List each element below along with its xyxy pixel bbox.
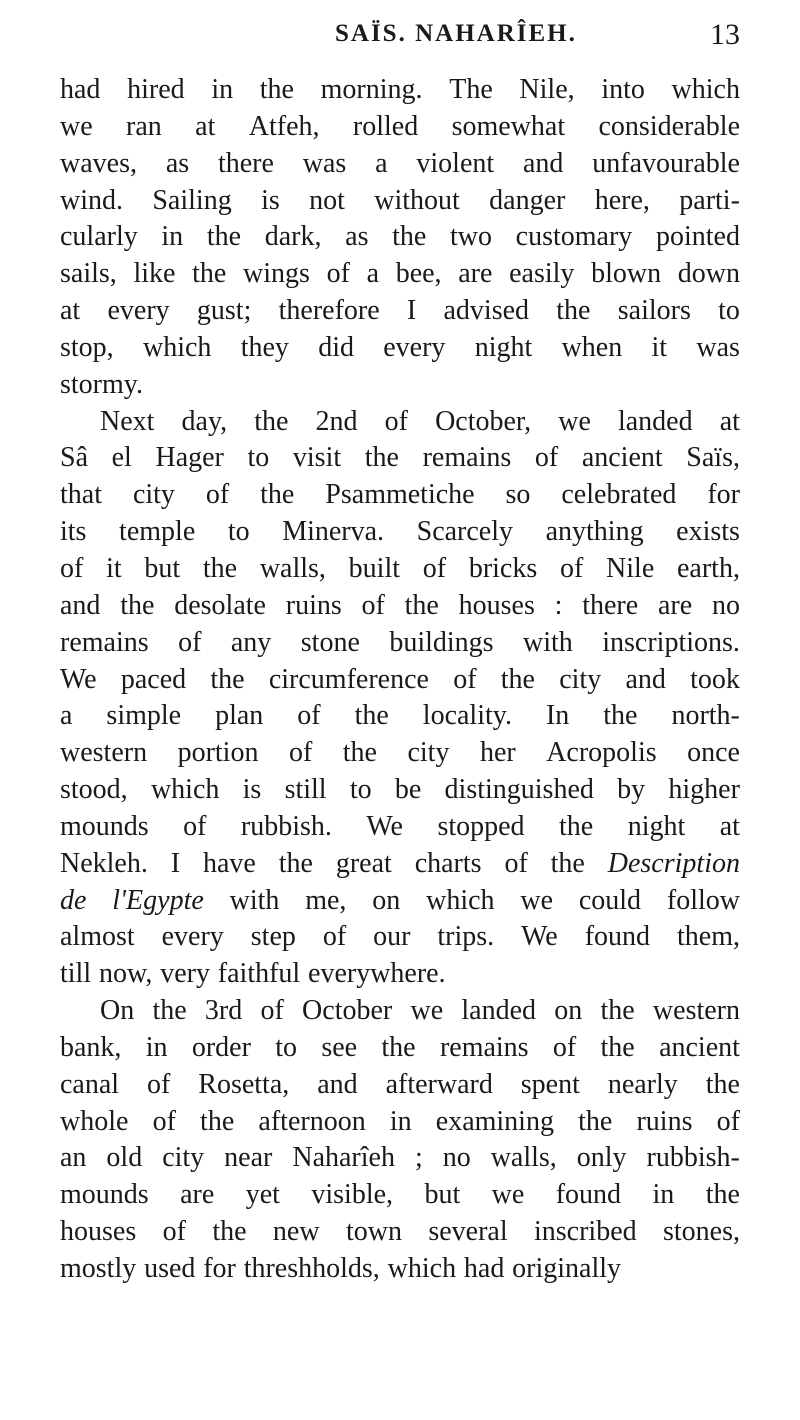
body-text — [60, 72, 740, 1288]
text-line: till now, very faithful everywhere. — [60, 958, 446, 990]
paragraph — [60, 993, 740, 1288]
text-line: canal of Rosetta, and afterward spent nearly the — [60, 1068, 740, 1100]
text-line: cularly in the dark, as the two customary pointed — [60, 221, 740, 253]
text-line: sails, like the wings of a bee, are easily blown down — [60, 258, 740, 290]
text-line: had hired in the morning. The Nile, into which — [60, 74, 740, 105]
text-line: of it but the walls, built of bricks of Nile earth, — [60, 552, 740, 584]
running-head — [60, 18, 740, 54]
text-line: at every gust; therefore I advised the sailors to — [60, 295, 740, 327]
text-line: western portion of the city her Acropolis once — [60, 737, 740, 769]
text-line: bank, in order to see the remains of the ancient — [60, 1031, 740, 1063]
text-line: a simple plan of the locality. In the north- — [60, 700, 740, 732]
text-line: waves, as there was a violent and unfavourable — [60, 147, 740, 179]
text-line: that city of the Psammetiche so celebrated for — [60, 479, 740, 511]
text-line: we ran at Atfeh, rolled somewhat considerable — [60, 110, 740, 142]
text-line: almost every step of our trips. We found them, — [60, 921, 740, 953]
text-line: mostly used for threshholds, which had originally — [60, 1253, 622, 1284]
text-line: Sâ el Hager to visit the remains of ancient Saïs, — [60, 442, 740, 474]
text-line: Next day, the 2nd of October, we landed at — [100, 405, 740, 437]
running-title: SAÏS. NAHARÎEH. — [335, 20, 577, 47]
text-line: stood, which is still to be distinguished by higher — [60, 774, 740, 806]
text-line: remains of any stone buildings with inscriptions. — [60, 626, 740, 658]
text-line: houses of the new town several inscribed stones, — [60, 1216, 740, 1248]
text-line: de l'Egypte with me, on which we could follow — [60, 884, 740, 916]
text-line: stop, which they did every night when it was — [60, 331, 740, 363]
text-line: We paced the circumference of the city and took — [60, 663, 740, 695]
text-line: an old city near Naharîeh ; no walls, only rubbish- — [60, 1142, 740, 1174]
text-line: mounds of rubbish. We stopped the night at — [60, 810, 740, 842]
text-line: Nekleh. I have the great charts of the Description — [60, 847, 740, 879]
paragraph — [60, 72, 740, 404]
text-line: and the desolate ruins of the houses : there are no — [60, 589, 740, 621]
text-line: wind. Sailing is not without danger here, parti- — [60, 184, 740, 216]
text-line: its temple to Minerva. Scarcely anything exists — [60, 516, 740, 548]
text-line: mounds are yet visible, but we found in the — [60, 1179, 740, 1211]
paragraph — [60, 404, 740, 994]
text-line: stormy. — [60, 368, 143, 400]
text-line: whole of the afternoon in examining the ruins of — [60, 1105, 740, 1137]
text-line: On the 3rd of October we landed on the western — [100, 995, 740, 1027]
page-number: 13 — [710, 18, 740, 51]
